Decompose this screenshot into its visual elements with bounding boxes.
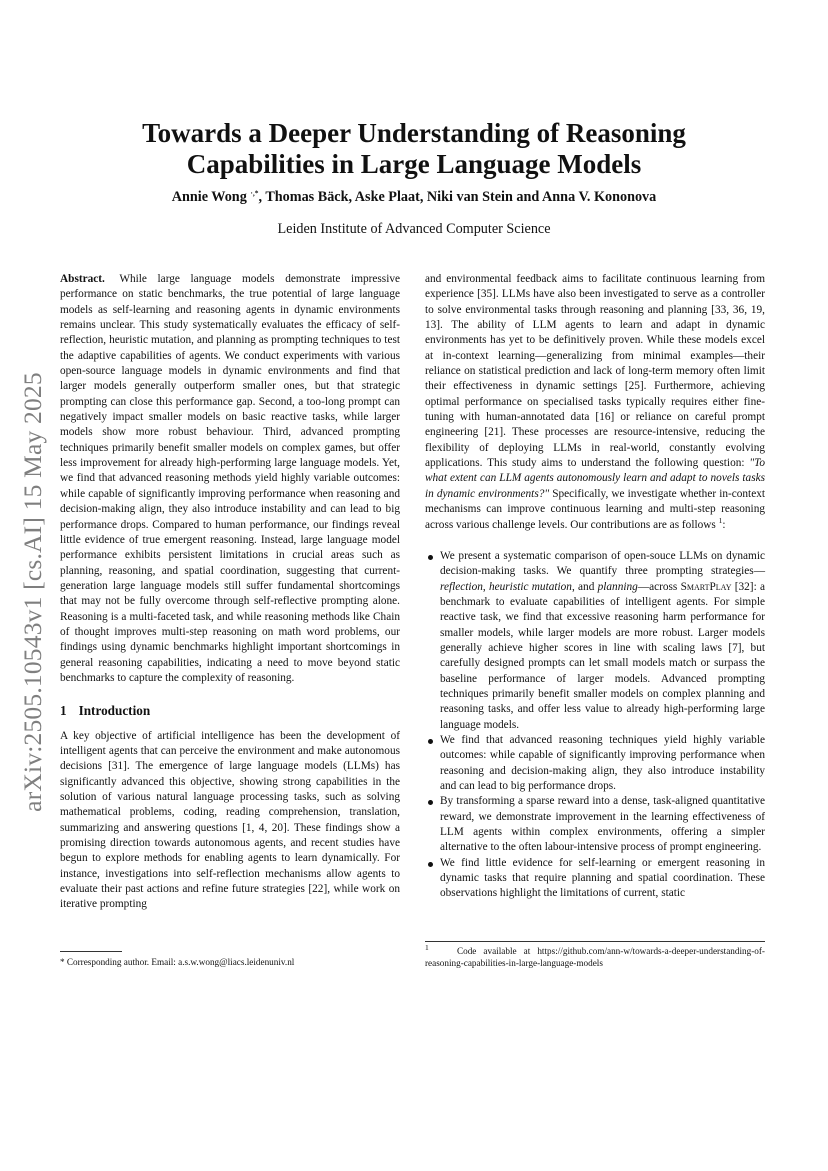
paper-title [60, 118, 768, 180]
separator: , and [571, 580, 598, 593]
other-authors: , Thomas Bäck, Aske Plaat, Niki van Stein and Anna V. Kononova [258, 189, 657, 205]
arxiv-identifier-stamp: arXiv:2505.10543v1 [cs.AI] 15 May 2025 [18, 372, 47, 812]
contributions-list [425, 549, 765, 902]
contribution-1-rest: [32]: a benchmark to evaluate capabilities of intelligent agents. For simple reactive task, we find that excessive reasoning harm performance for smaller models, while larger models are more robust. Larger models generally achieve higher scores in line with scaling laws [7], but carefully designed prompts can let small models match or surpass the baseline performance of larger models. Advanced prompting techniques primarily benefit smaller models on complex planning and reasoning tasks, and offer less value to already high-performing large language models. [440, 580, 765, 731]
term-planning: planning [597, 580, 638, 593]
right-column [425, 272, 765, 902]
intro-paragraph-continued [425, 272, 765, 533]
list-item: We find little evidence for self-learning or emergent reasoning in dynamic tasks that require planning and spatial coordination. These observations highlight the limitations of current, static [425, 856, 765, 902]
separator: —across [637, 580, 681, 593]
term-reflection: reflection [440, 580, 483, 593]
section-number: 1 [60, 703, 67, 719]
abstract-text: While large language models demonstrate impressive performance on static benchmarks, the true potential of large language models as self-learning and reasoning agents in dynamic environments remains unclear. This study systematically evaluates the efficacy of self-reflection, heuristic mutation, and planning as prompting techniques to test the adaptive capabilities of agents. We conduct experiments with various open-source language models in dynamic environments and find that larger models generally outperform smaller ones, but that strategic prompting can close this performance gap. Second, a too-long prompt can negatively impact smaller models on basic reactive tasks, while larger models show more robust behaviour. Third, advanced prompting techniques primarily benefit smaller models on complex games, but offer less improvement for already high-performing large language models. Yet, we find that advanced reasoning methods yield highly variable outcomes: while capable of significantly improving performance when reasoning and decision-making align, they also introduce instability and can lead to big performance drops. Compared to human performance, our findings reveal little evidence of true emergent reasoning. Instead, large language model performance exhibits persistent limitations in crucial areas such as planning, reasoning, and spatial coordination, suggesting that current-generation large language models still suffer fundamental shortcomings that may not be fully overcome through self-reflective prompting alone. Reasoning is a multi-faceted task, and while reasoning methods like Chain of thought improves multi-step reasoning on math word problems, our findings using dynamic benchmarks highlight important shortcomings in general reasoning capabilities, indicating a need to move beyond static benchmarks to capture the complexity of reasoning. [60, 273, 400, 684]
title-line-2: Capabilities in Large Language Models [186, 149, 642, 179]
separator: , [482, 580, 489, 593]
intro-continued-text: and environmental feedback aims to facilitate continuous learning from experience [35]. LLMs have also been investigated to serve as a controller to solve environmental tasks through reasoning and planning [33, 36, 19, 13]. The ability of LLM agents to learn and adapt in dynamic environments has yet to be definitively proven. While these models excel at in-context learning—generalizing from minimal examples—their reliance on statistical prediction and lack of long-term memory often limit their effectiveness in dynamic settings [25]. Furthermore, achieving optimal performance on specialised tasks typically requires either fine-tuning with human-annotated data [16] or reliance on careful prompt engineering [21]. These processes are resource-intensive, reducing the flexibility of deploying LLMs in real-world, constantly evolving applications. This study aims to understand the following question: [425, 273, 765, 470]
intro-end-text: Specifically, we investigate whether in-context mechanisms can improve continuous learning and multi-step reasoning across various challenge levels. Our contributions are as follows [425, 487, 766, 531]
title-line-1: Towards a Deeper Understanding of Reasoning [142, 118, 686, 148]
contribution-1-text: We present a systematic comparison of open-souce LLMs on dynamic decision-making tasks. We quantify three prompting strategies— [440, 549, 765, 578]
list-item [425, 549, 765, 733]
left-column [60, 272, 400, 913]
footnote-divider-right [425, 941, 765, 942]
abstract [60, 272, 400, 686]
list-item: We find that advanced reasoning techniques yield highly variable outcomes: while capable of significantly improving performance when reasoning and decision-making align, they also introduce instability and can lead to big performance drops. [425, 733, 765, 794]
first-author: Annie Wong [171, 189, 247, 205]
footnote-mark: 1 [425, 942, 429, 952]
research-question: "To what extent can LLM agents autonomously learn and adapt to novels tasks in dynamic environments?" [425, 457, 765, 500]
footnote-ref: 1 [718, 515, 723, 525]
section-title: Introduction [78, 703, 151, 719]
section-heading [60, 703, 400, 718]
intro-body-right [425, 272, 765, 533]
corresponding-author-footnote: * Corresponding author. Email: a.s.w.wong@liacs.leidenuniv.nl [60, 957, 295, 967]
benchmark-name: SmartPlay [680, 580, 732, 593]
author-marks: ·,* [250, 188, 259, 198]
intro-body-left [60, 729, 400, 913]
list-item: By transforming a sparse reward into a dense, task-aligned quantitative reward, we demonstrate improvement in the learning effectiveness of LLM agents within complex environments, offering a simpler alternative to the often labour-intensive process of prompt engineering. [425, 794, 765, 855]
term-heuristic-mutation: heuristic mutation [488, 580, 572, 593]
footnote-divider-left [60, 951, 122, 952]
author-list [60, 189, 768, 206]
abstract-label: Abstract. [60, 273, 105, 285]
intro-tail: : [722, 518, 726, 531]
code-footnote-text: Code available at https://github.com/ann-w/towards-a-deeper-understanding-of-reasoning-capabilities-in-large-language-models [425, 946, 765, 968]
intro-paragraph: A key objective of artificial intelligence has been the development of intelligent agents that can perceive the environment and make autonomous decisions [31]. The emergence of large language models (LLMs) has significantly advanced this objective, showing strong capabilities in the solution of various natural language processing tasks, such as solving mathematical problems, coding, reading comprehension, translation, summarizing and answering questions [1, 4, 20]. These findings show a promising direction towards autonomous agents, and recent studies have begun to explore methods for enabling agents to learn dynamically. For instance, investigations into self-reflection mechanisms allow agents to evaluate their past actions and refine future strategies [22], while work on iterative prompting [60, 729, 400, 911]
code-footnote [425, 942, 765, 969]
affiliation: Leiden Institute of Advanced Computer Science [277, 221, 551, 237]
